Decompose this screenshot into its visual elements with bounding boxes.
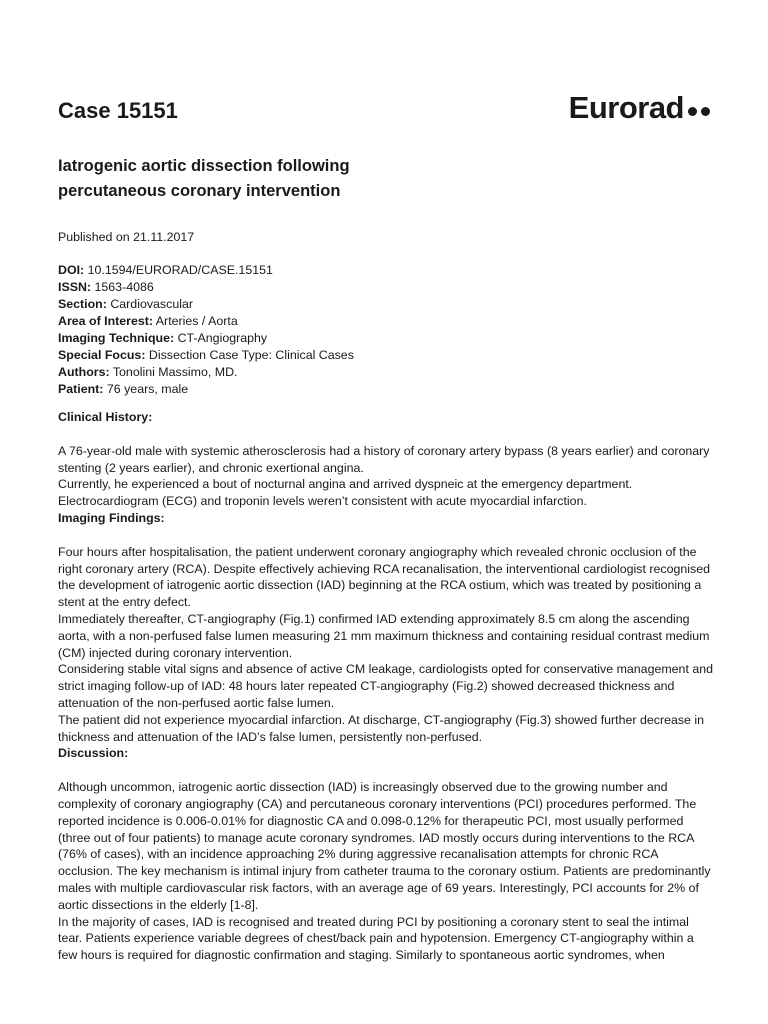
meta-imaging-technique: Imaging Technique: CT-Angiography bbox=[58, 331, 268, 345]
meta-patient: Patient: 76 years, male bbox=[58, 382, 189, 396]
clinical-history-paragraph: Currently, he experienced a bout of nocturnal angina and arrived dyspneic at the emergency department. Electrocardiogram (ECG) and troponin levels weren’t consistent with acute myocardial infarction. bbox=[58, 477, 633, 509]
discussion-paragraph: In the majority of cases, IAD is recognised and treated during PCI by positioning a coronary stent to seal the intimal tear. Patients experience variable degrees of chest/back pain and hypotension. Emergency CT-angiography within a few hours is required for diagnostic confirmation and staging. Similarly to spontaneous aortic syndromes, when bbox=[58, 914, 694, 963]
published-date: Published on 21.11.2017 bbox=[58, 230, 195, 244]
imaging-findings-paragraph: Four hours after hospitalisation, the patient underwent coronary angiography which revealed chronic occlusion of the right coronary artery (RCA). Despite effectively achieving RCA recanalisation, the interventional cardiologist recognised the development of iatrogenic aortic dissection (IAD) beginning at the RCA ostium, which was treated by positioning a stent at the entry defect. bbox=[58, 544, 710, 610]
meta-special-focus: Special Focus: Dissection Case Type: Clinical Cases bbox=[58, 348, 354, 362]
imaging-findings-heading: Imaging Findings: bbox=[58, 510, 165, 525]
meta-area-of-interest: Area of Interest: Arteries / Aorta bbox=[58, 314, 238, 328]
metadata-block bbox=[58, 262, 710, 398]
discussion-heading: Discussion: bbox=[58, 746, 129, 761]
imaging-findings-paragraph: The patient did not experience myocardial infarction. At discharge, CT-angiography (Fig.3) showed further decrease in thickness and attenuation of the IAD’s false lumen, persistently non-perfused. bbox=[58, 712, 705, 744]
eurorad-logo bbox=[569, 90, 710, 126]
case-title: Case 15151 bbox=[58, 98, 178, 123]
logo-text: Eurorad bbox=[568, 90, 684, 125]
discussion-paragraph: Although uncommon, iatrogenic aortic dissection (IAD) is increasingly observed due to the growing number and complexity of coronary angiography (CA) and percutaneous coronary interventions (PCI) procedures performed. The reported incidence is 0.006-0.01% for diagnostic CA and 0.098-0.12% for therapeutic PCI, most usually performed (three out of four patients) to manage acute coronary syndromes. IAD mostly occurs during interventions to the RCA (76% of cases), with an incidence approaching 2% during aggressive recanalisation attempts for chronic RCA occlusion. The key mechanism is intimal injury from catheter trauma to the coronary ostium. Patients are predominantly males with multiple cardiovascular risk factors, with an average age of 69 years. Interestingly, PCI accounts for 2% of aortic dissections in the elderly [1-8]. bbox=[58, 780, 711, 912]
meta-issn: ISSN: 1563-4086 bbox=[58, 280, 154, 294]
meta-authors: Authors: Tonolini Massimo, MD. bbox=[58, 365, 238, 379]
meta-section: Section: Cardiovascular bbox=[58, 297, 193, 311]
meta-doi: DOI: 10.1594/EURORAD/CASE.15151 bbox=[58, 263, 273, 277]
clinical-history-paragraph: A 76-year-old male with systemic atherosclerosis had a history of coronary artery bypass (8 years earlier) and coronary stenting (2 years earlier), and chronic exertional angina. bbox=[58, 443, 710, 475]
imaging-findings-paragraph: Immediately thereafter, CT-angiography (Fig.1) confirmed IAD extending approximately 8.5 cm along the ascending aorta, with a non-perfused false lumen measuring 21 mm maximum thickness and containing residual contrast medium (CM) injected during coronary intervention. bbox=[58, 611, 710, 660]
article-title: Iatrogenic aortic dissection following percutaneous coronary intervention bbox=[58, 157, 350, 200]
clinical-history-heading: Clinical History: bbox=[58, 410, 153, 424]
logo-dots-icon bbox=[688, 107, 710, 116]
imaging-findings-paragraph: Considering stable vital signs and absence of active CM leakage, cardiologists opted for conservative management and strict imaging follow-up of IAD: 48 hours later repeated CT-angiography (Fig.2) showed decreased thickness and attenuation of the non-perfused aortic false lumen. bbox=[58, 662, 714, 710]
article-body bbox=[58, 409, 713, 964]
page-header bbox=[58, 86, 710, 136]
